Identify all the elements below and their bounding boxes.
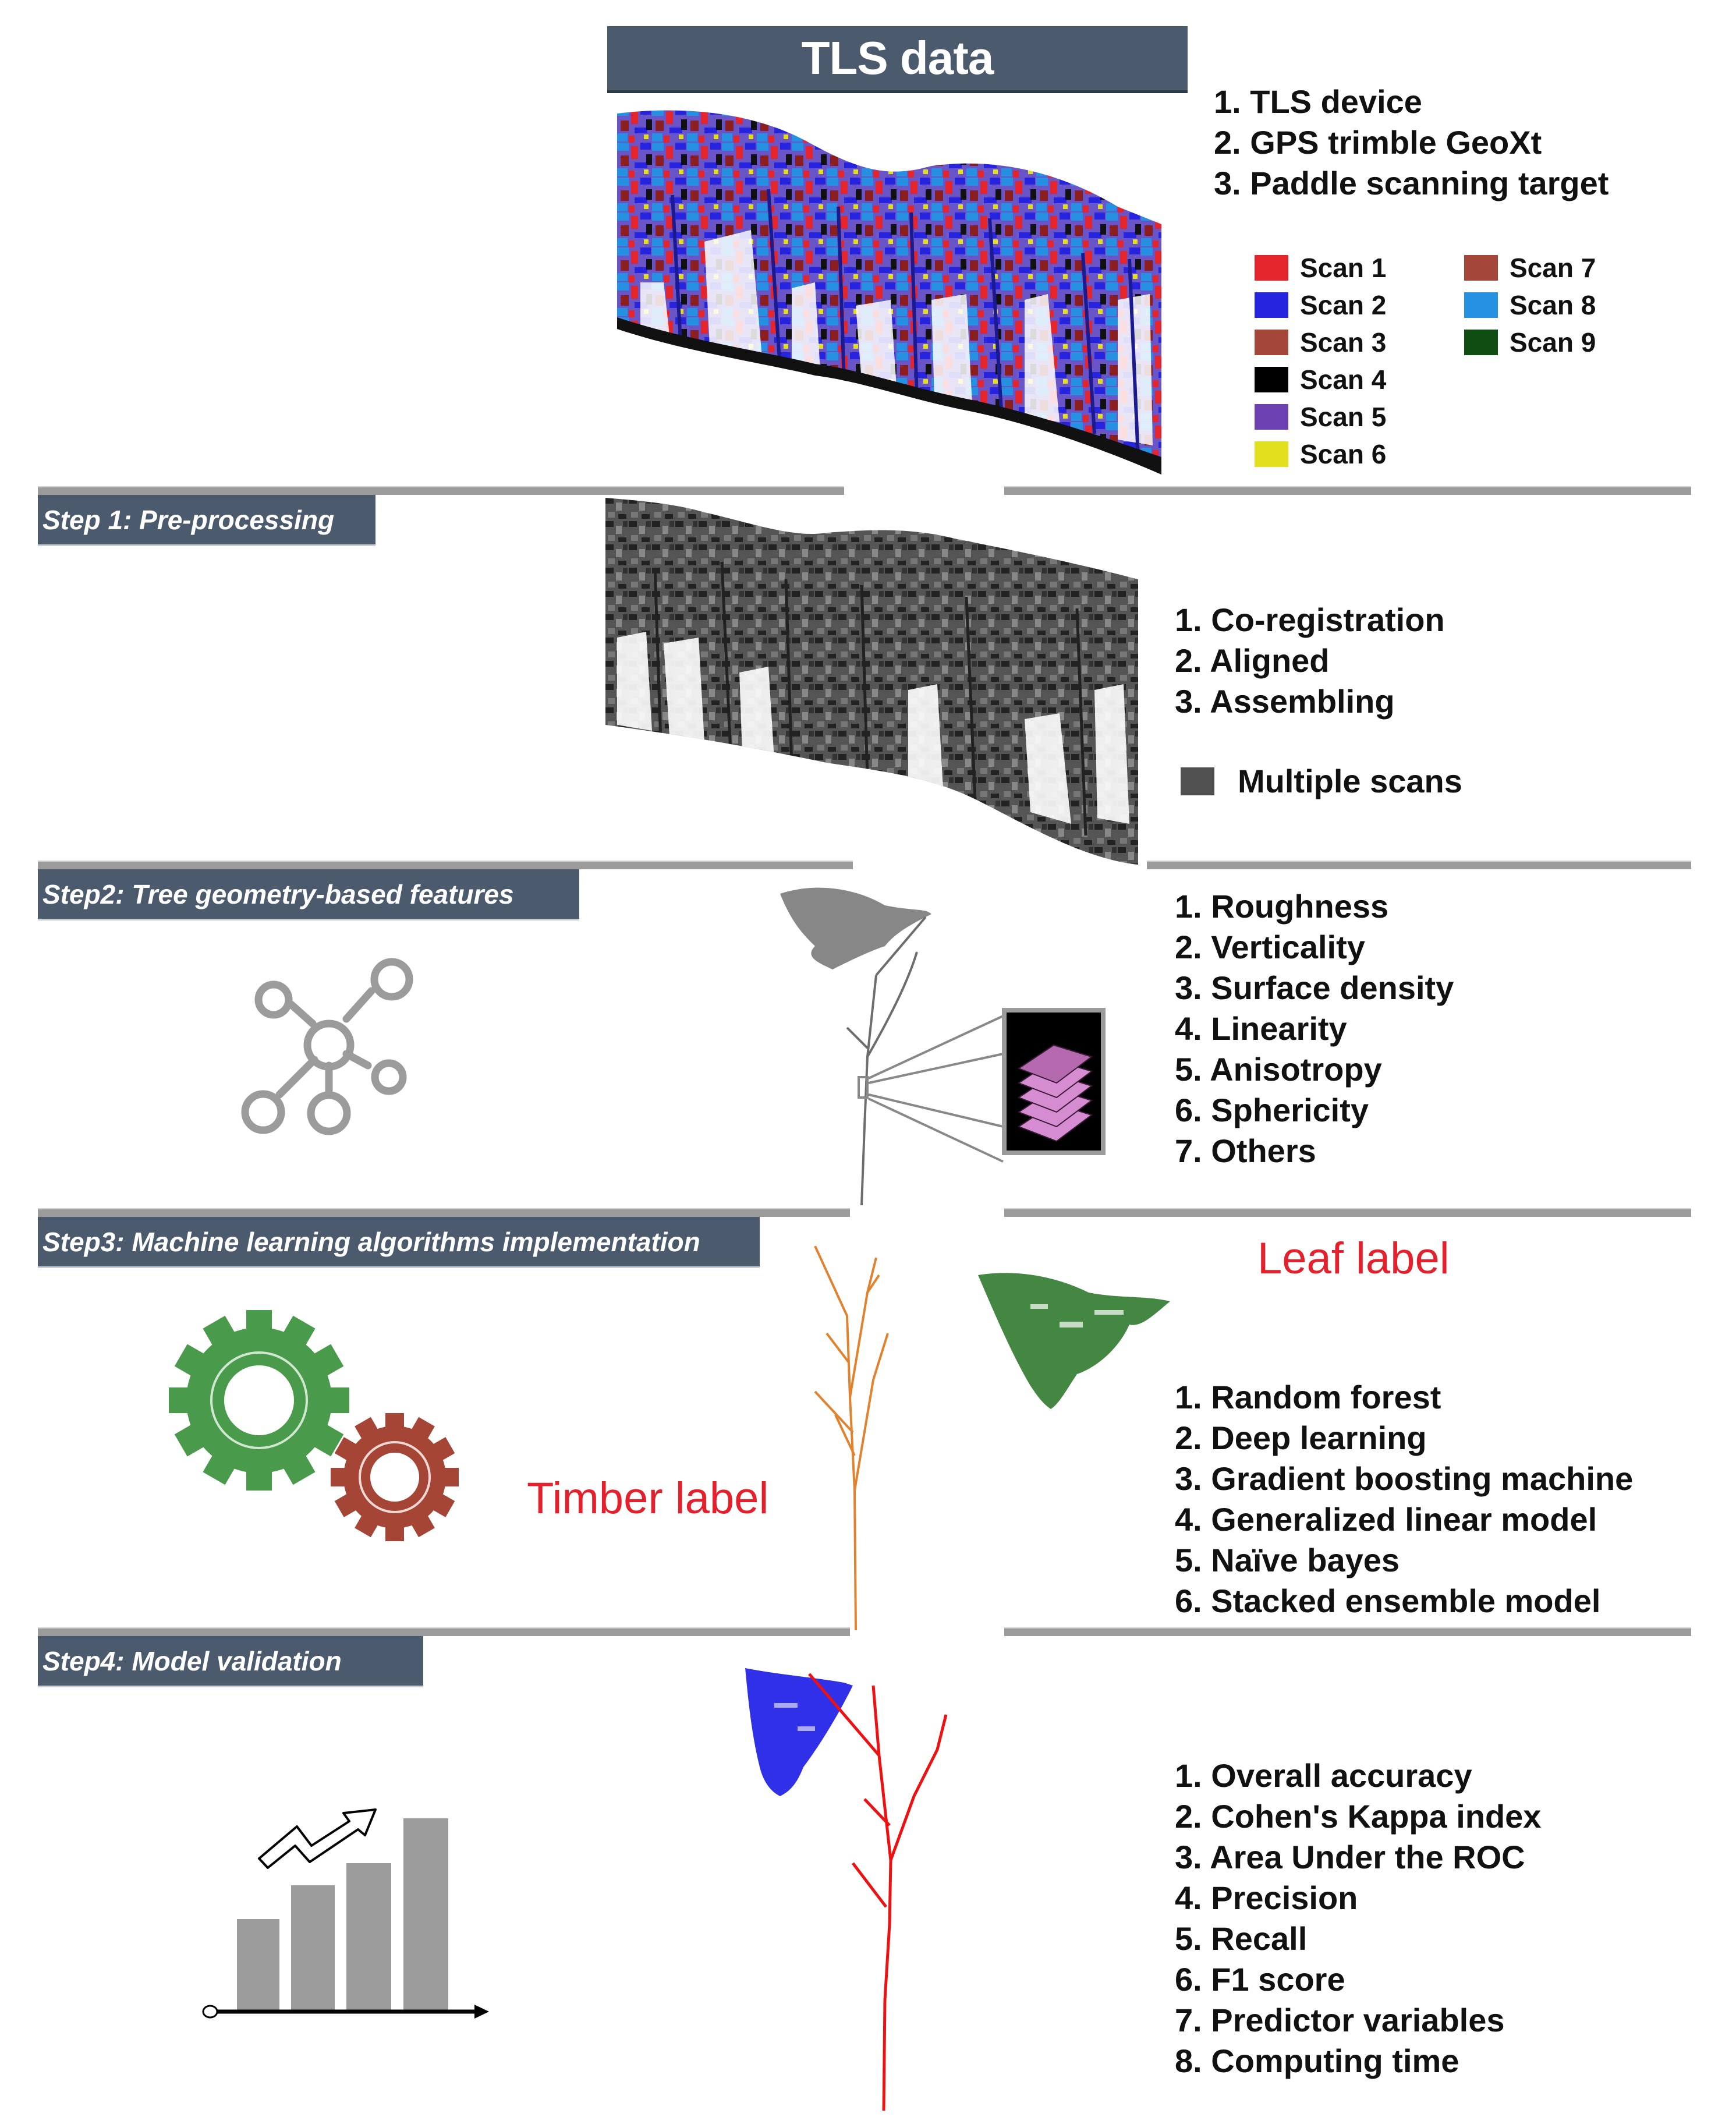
tls-data-title bbox=[607, 26, 1188, 93]
step-2-item: 6. Sphericity bbox=[1175, 1092, 1369, 1128]
step-4-item: 1. Overall accuracy bbox=[1175, 1757, 1472, 1794]
step-4-label-text: Step4: Model validation bbox=[42, 1645, 342, 1676]
step-1-items bbox=[1175, 600, 1445, 722]
legend-label: Scan 5 bbox=[1300, 402, 1387, 432]
step-1-item: 1. Co-registration bbox=[1175, 601, 1445, 638]
legend-item-scan-4 bbox=[1255, 362, 1386, 397]
legend-label: Scan 3 bbox=[1300, 327, 1387, 357]
timber-tree-point-cloud bbox=[780, 1246, 897, 1630]
scan-3-swatch bbox=[1255, 330, 1288, 355]
step-2-label-text: Step2: Tree geometry-based features bbox=[42, 879, 514, 909]
legend-label: Scan 4 bbox=[1300, 364, 1387, 395]
legend-item-scan-1 bbox=[1255, 250, 1386, 285]
legend-label: Scan 9 bbox=[1510, 327, 1596, 357]
step-4-item: 2. Cohen's Kappa index bbox=[1175, 1798, 1542, 1835]
leaf-label: Leaf label bbox=[1257, 1234, 1450, 1283]
growth-chart-icon bbox=[201, 1805, 492, 2026]
step-1-item: 2. Aligned bbox=[1175, 642, 1330, 679]
step-4-item: 8. Computing time bbox=[1175, 2042, 1459, 2079]
step-2-item: 5. Anisotropy bbox=[1175, 1051, 1382, 1088]
separator-step-4-right bbox=[1004, 1627, 1691, 1636]
step-3-item: 2. Deep learning bbox=[1175, 1419, 1427, 1456]
separator-step-4-left bbox=[38, 1627, 850, 1636]
step-2-item: 7. Others bbox=[1175, 1132, 1316, 1169]
step-4-items bbox=[1175, 1755, 1541, 2081]
legend-item-scan-9 bbox=[1464, 325, 1596, 360]
step-1-item: 3. Assembling bbox=[1175, 683, 1395, 720]
scan-legend bbox=[1255, 250, 1662, 477]
separator-step-2-right bbox=[1147, 861, 1691, 869]
network-icon bbox=[230, 943, 416, 1135]
step-1-label-text: Step 1: Pre-processing bbox=[42, 504, 335, 535]
classified-tree-point-cloud bbox=[739, 1651, 1001, 2111]
separator-step-1-right bbox=[1004, 486, 1691, 495]
separator-step-2-left bbox=[38, 861, 853, 869]
step-2-item: 4. Linearity bbox=[1175, 1010, 1347, 1047]
legend-item-scan-7 bbox=[1464, 250, 1596, 285]
separator-step-1-left bbox=[38, 486, 844, 495]
merged-point-cloud-image bbox=[605, 498, 1138, 865]
gears-icon bbox=[169, 1307, 472, 1543]
step-2-item: 2. Verticality bbox=[1175, 929, 1365, 965]
multiple-scans-legend bbox=[1181, 761, 1462, 802]
step-2-label bbox=[38, 869, 579, 921]
scan-4-swatch bbox=[1255, 367, 1288, 392]
step-2-items bbox=[1175, 886, 1454, 1171]
step-4-item: 6. F1 score bbox=[1175, 1961, 1345, 1998]
scan-5-swatch bbox=[1255, 404, 1288, 430]
tls-equipment-item: 1. TLS device bbox=[1214, 83, 1422, 120]
tls-equipment-list bbox=[1214, 82, 1609, 204]
step-1-label bbox=[38, 495, 375, 546]
scan-1-swatch bbox=[1255, 255, 1288, 281]
legend-item-scan-2 bbox=[1255, 288, 1386, 323]
legend-label: Scan 2 bbox=[1300, 290, 1387, 320]
timber-label: Timber label bbox=[527, 1474, 769, 1523]
separator-step-3-right bbox=[1004, 1208, 1691, 1217]
step-3-item: 1. Random forest bbox=[1175, 1379, 1441, 1415]
tls-data-title-text: TLS data bbox=[801, 32, 994, 84]
legend-item-scan-5 bbox=[1255, 399, 1386, 434]
step-3-item: 3. Gradient boosting machine bbox=[1175, 1460, 1634, 1497]
step-4-item: 3. Area Under the ROC bbox=[1175, 1839, 1525, 1875]
scan-6-swatch bbox=[1255, 441, 1288, 467]
multiple-scans-swatch bbox=[1181, 767, 1214, 795]
step-2-item: 1. Roughness bbox=[1175, 888, 1389, 925]
legend-item-scan-6 bbox=[1255, 437, 1386, 472]
step-4-item: 4. Precision bbox=[1175, 1879, 1358, 1916]
scan-8-swatch bbox=[1464, 292, 1498, 318]
legend-label: Scan 7 bbox=[1510, 253, 1596, 283]
scan-2-swatch bbox=[1255, 292, 1288, 318]
legend-item-scan-3 bbox=[1255, 325, 1386, 360]
step-4-item: 5. Recall bbox=[1175, 1920, 1308, 1957]
tls-equipment-item: 2. GPS trimble GeoXt bbox=[1214, 124, 1542, 161]
multiple-scans-label: Multiple scans bbox=[1238, 763, 1462, 799]
scan-9-swatch bbox=[1464, 330, 1498, 355]
step-3-items bbox=[1175, 1377, 1633, 1622]
step-3-label bbox=[38, 1217, 760, 1268]
tls-equipment-item: 3. Paddle scanning target bbox=[1214, 165, 1609, 201]
step-3-item: 4. Generalized linear model bbox=[1175, 1501, 1597, 1538]
scan-7-swatch bbox=[1464, 255, 1498, 281]
legend-label: Scan 1 bbox=[1300, 253, 1387, 283]
step-4-item: 7. Predictor variables bbox=[1175, 2002, 1505, 2038]
step-3-item: 5. Naïve bayes bbox=[1175, 1542, 1400, 1578]
step-4-label bbox=[38, 1636, 423, 1687]
separator-step-3-left bbox=[38, 1208, 850, 1217]
legend-label: Scan 6 bbox=[1300, 439, 1387, 469]
legend-label: Scan 8 bbox=[1510, 290, 1596, 320]
step-2-item: 3. Surface density bbox=[1175, 969, 1454, 1006]
step-3-item: 6. Stacked ensemble model bbox=[1175, 1583, 1601, 1619]
step-3-label-text: Step3: Machine learning algorithms implementation bbox=[42, 1226, 700, 1257]
tls-point-cloud-image bbox=[617, 108, 1161, 475]
single-tree-point-cloud bbox=[780, 882, 1153, 1205]
legend-item-scan-8 bbox=[1464, 288, 1596, 323]
